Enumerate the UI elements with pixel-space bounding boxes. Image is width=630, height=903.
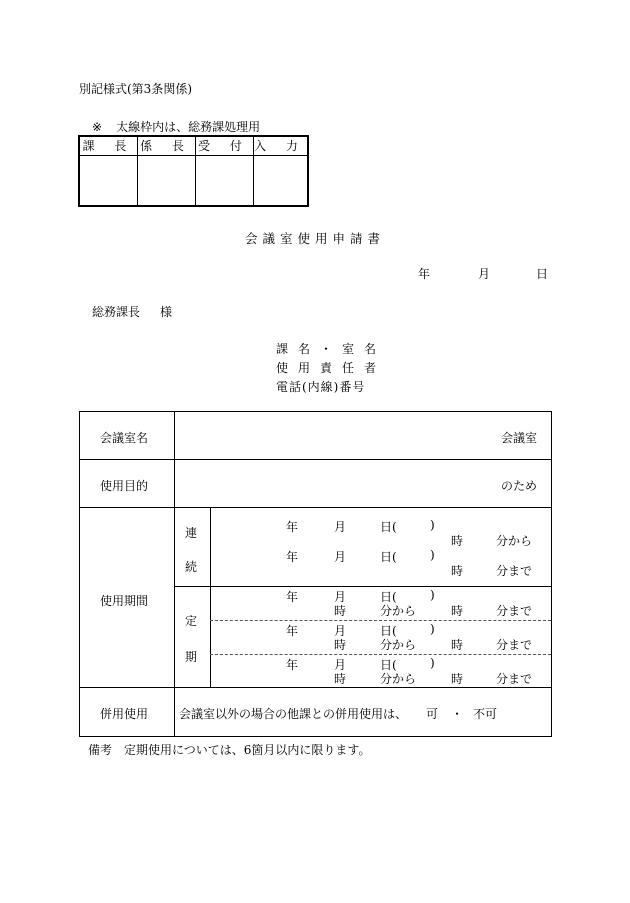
continuous-start-hour: 時 — [451, 534, 464, 548]
date-year: 年 — [418, 267, 431, 281]
regular-label-1: 定 — [185, 614, 198, 628]
continuous-start-month: 月 — [334, 520, 347, 534]
period-divider — [174, 586, 551, 587]
applicant-section-room-label: 課名・室名 — [276, 342, 387, 356]
regular-row1-year: 年 — [286, 590, 299, 604]
regular-label-2: 期 — [185, 650, 198, 664]
regular-row2-end-hour: 時 — [451, 638, 464, 652]
shared-use-yes-option[interactable]: 可 — [426, 707, 439, 721]
regular-row3-year: 年 — [286, 658, 299, 672]
regular-row2-to: 分まで — [496, 638, 533, 652]
regular-row1-end-hour: 時 — [451, 604, 464, 618]
continuous-start-close: ) — [430, 518, 435, 532]
date-day: 日 — [536, 267, 549, 281]
regular-row1-close: ) — [430, 588, 435, 602]
continuous-end-day: 日( — [380, 550, 397, 564]
applicant-phone-label: 電話(内線)番号 — [276, 380, 366, 394]
continuous-end-month: 月 — [334, 550, 347, 564]
regular-row2-close: ) — [430, 622, 435, 636]
regular-row2-month: 月 — [334, 624, 347, 638]
remark-text: 定期使用については、6箇月以内に限ります。 — [124, 743, 371, 757]
continuous-start-day: 日( — [380, 520, 397, 534]
row-divider — [80, 687, 551, 688]
continuous-end-to: 分まで — [496, 564, 533, 578]
continuous-label-2: 続 — [185, 560, 198, 574]
purpose-label: 使用目的 — [100, 479, 149, 493]
continuous-start-from: 分から — [496, 534, 533, 548]
row-divider — [80, 507, 551, 508]
regular-row2-start-hour: 時 — [334, 638, 347, 652]
date-month: 月 — [478, 267, 491, 281]
regular-row3-close: ) — [430, 656, 435, 670]
shared-use-question: 会議室以外の場合の他課との併用使用は、 — [179, 707, 408, 721]
remark-label: 備考 — [88, 743, 113, 757]
processing-note — [92, 118, 260, 135]
reference-mark-icon: ※ — [92, 120, 103, 134]
room-suffix: 会議室 — [501, 431, 538, 445]
regular-row3-end-hour: 時 — [451, 672, 464, 686]
regular-row2-from: 分から — [380, 638, 417, 652]
purpose-suffix: のため — [501, 479, 538, 493]
period-label: 使用期間 — [100, 594, 149, 608]
approval-header-input: 入 力 — [253, 137, 307, 156]
regular-row-dashed-divider — [210, 654, 551, 655]
application-table — [79, 411, 552, 737]
regular-row-dashed-divider — [210, 620, 551, 621]
continuous-start-year: 年 — [286, 520, 299, 534]
form-reference: 別記様式(第3条関係) — [79, 82, 192, 96]
shared-use-separator: ・ — [451, 707, 464, 721]
continuous-end-year: 年 — [286, 550, 299, 564]
regular-row1-from: 分から — [380, 604, 417, 618]
addressee-honorific: 様 — [160, 305, 173, 319]
row-divider — [80, 459, 551, 460]
approval-header-section-chief: 課 長 — [80, 137, 137, 156]
label-column-divider — [174, 412, 175, 737]
addressee-name: 総務課長 — [92, 305, 141, 319]
approval-divider — [137, 137, 138, 205]
form-title: 会議室使用申請書 — [244, 231, 385, 246]
continuous-end-close: ) — [430, 548, 435, 562]
regular-row3-month: 月 — [334, 658, 347, 672]
regular-row3-day: 日( — [380, 658, 397, 672]
regular-row1-month: 月 — [334, 590, 347, 604]
remark — [88, 741, 370, 758]
regular-row3-from: 分から — [380, 672, 417, 686]
shared-use-label: 併用使用 — [100, 707, 149, 721]
regular-row1-day: 日( — [380, 590, 397, 604]
approval-header-reception: 受 付 — [195, 137, 253, 156]
applicant-responsible-label: 使用責任者 — [276, 361, 387, 375]
addressee — [92, 303, 172, 320]
room-name-label: 会議室名 — [100, 431, 149, 445]
regular-row3-start-hour: 時 — [334, 672, 347, 686]
approval-header-subsection-chief: 係 長 — [137, 137, 195, 156]
regular-row1-to: 分まで — [496, 604, 533, 618]
regular-row1-start-hour: 時 — [334, 604, 347, 618]
regular-row2-year: 年 — [286, 624, 299, 638]
continuous-end-hour: 時 — [451, 564, 464, 578]
subcolumn-divider — [210, 507, 211, 687]
shared-use-no-option[interactable]: 不可 — [473, 707, 498, 721]
continuous-label-1: 連 — [185, 526, 198, 540]
approval-divider — [253, 137, 254, 205]
processing-note-text: 太線枠内は、総務課処理用 — [116, 120, 261, 134]
regular-row2-day: 日( — [380, 624, 397, 638]
approval-box — [78, 135, 309, 207]
regular-row3-to: 分まで — [496, 672, 533, 686]
approval-divider — [195, 137, 196, 205]
